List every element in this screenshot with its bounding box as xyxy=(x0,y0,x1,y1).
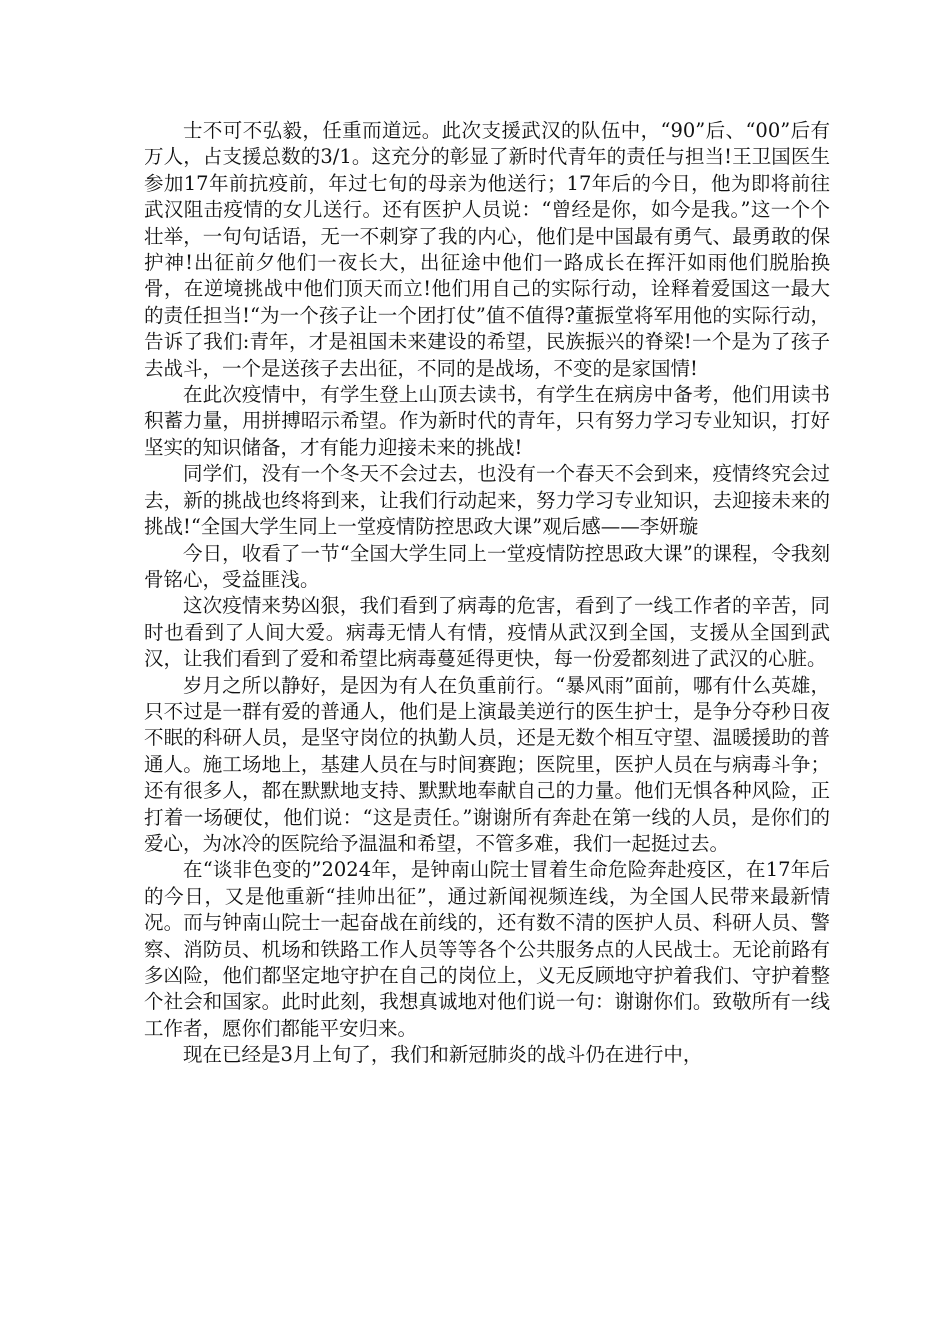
paragraph-1: 士不可不弘毅，任重而道远。此次支援武汉的队伍中，“90”后、“00”后有万人，占支援总数的3/1。这充分的彰显了新时代青年的责任与担当!王卫国医生参加17年前抗疫前，年过七旬的母亲为他送行；17年后的今日，他为即将前往武汉阻击疫情的女儿送行。还有医护人员说：“曾经是你，如今是我。”这一个个壮举，一句句话语，无一不刺穿了我的内心，他们是中国最有勇气、最勇敢的保护神!出征前夕他们一夜长大，出征途中他们一路成长在挥汗如雨他们脱胎换骨，在逆境挑战中他们顶天而立!他们用自己的实际行动，诠释着爱国这一最大的责任担当!“为一个孩子让一个团打仗”值不值得?董振堂将军用他的实际行动，告诉了我们:青年，才是祖国未来建设的希望，民族振兴的脊梁!一个是为了孩子去战斗，一个是送孩子去出征，不同的是战场，不变的是家国情! xyxy=(144,119,830,380)
paragraph-7: 在“谈非色变的”2024年，是钟南山院士冒着生命危险奔赴疫区，在17年后的今日，又是他重新“挂帅出征”，通过新闻视频连线，为全国人民带来最新情况。而与钟南山院士一起奋战在前线的，还有数不清的医护人员、科研人员、警察、消防员、机场和铁路工作人员等等各个公共服务点的人民战士。无论前路有多凶险，他们都坚定地守护在自己的岗位上，义无反顾地守护着我们、守护着整个社会和国家。此时此刻，我想真诚地对他们说一句：谢谢你们。致敬所有一线工作者，愿你们都能平安归来。 xyxy=(144,858,830,1040)
paragraph-6: 岁月之所以静好，是因为有人在负重前行。“暴风雨”面前，哪有什么英雄，只不过是一群有爱的普通人，他们是上演最美逆行的医生护士，是争分夺秒日夜不眠的科研人员，是坚守岗位的执勤人员，还是无数个相互守望、温暖援助的普通人。施工场地上，基建人员在与时间赛跑；医院里，医护人员在与病毒斗争；还有很多人，都在默默地支持、默默地奉献自己的力量。他们无惧各种风险，正打着一场硬仗，他们说：“这是责任。”谢谢所有奔赴在第一线的人员，是你们的爱心，为冰冷的医院给予温温和希望，不管多难，我们一起挺过去。 xyxy=(144,673,830,855)
paragraph-3: 同学们，没有一个冬天不会过去，也没有一个春天不会到来，疫情终究会过去，新的挑战也终将到来，让我们行动起来，努力学习专业知识，去迎接未来的挑战!“全国大学生同上一堂疫情防控思政大课”观后感——李妍璇 xyxy=(144,462,830,539)
paragraph-2: 在此次疫情中，有学生登上山顶去读书，有学生在病房中备考，他们用读书积蓄力量，用拼搏昭示希望。作为新时代的青年，只有努力学习专业知识，打好坚实的知识储备，才有能力迎接未来的挑战! xyxy=(144,383,830,459)
paragraph-8: 现在已经是3月上旬了，我们和新冠肺炎的战斗仍在进行中， xyxy=(183,1043,703,1067)
paragraph-4: 今日，收看了一节“全国大学生同上一堂疫情防控思政大课”的课程，令我刻骨铭心，受益匪浅。 xyxy=(144,541,830,591)
document-page xyxy=(144,118,830,1069)
paragraph-5: 这次疫情来势凶狠，我们看到了病毒的危害，看到了一线工作者的辛苦，同时也看到了人间大爱。病毒无情人有情，疫情从武汉到全国，支援从全国到武汉，让我们看到了爱和希望比病毒蔓延得更快，每一份爱都刻进了武汉的心脏。 xyxy=(144,594,830,671)
